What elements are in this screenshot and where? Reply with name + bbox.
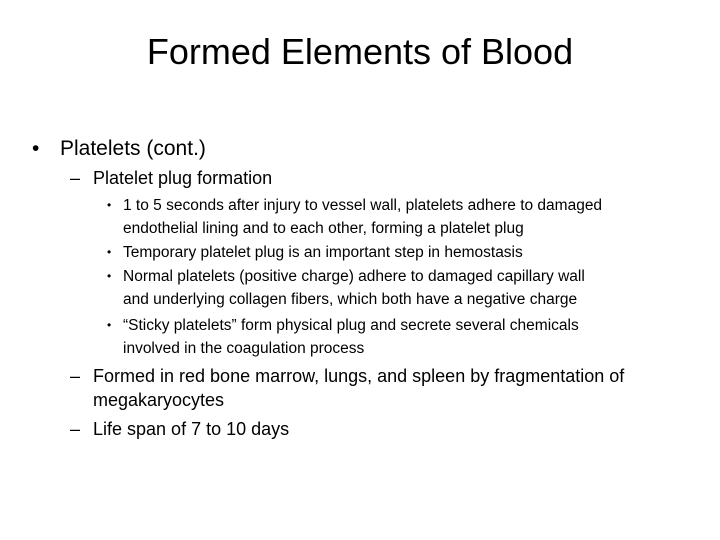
detail-line: “Sticky platelets” form physical plug and secrete several chemicals — [123, 317, 579, 334]
bullet-icon: • — [107, 269, 112, 283]
detail-line: Temporary platelet plug is an important step in hemostasis — [123, 244, 523, 261]
bullet-icon: • — [107, 198, 112, 212]
bullet-icon: • — [107, 245, 112, 259]
bullet-icon: • — [32, 137, 40, 160]
dash-icon: – — [70, 168, 81, 188]
subbullet-line: megakaryocytes — [93, 390, 225, 410]
detail-line: and underlying collagen fibers, which both have a negative charge — [123, 291, 578, 308]
slide-title: Formed Elements of Blood — [146, 31, 574, 72]
bullet-text: Platelets (cont.) — [60, 137, 206, 160]
detail-line: endothelial lining and to each other, forming a platelet plug — [123, 220, 524, 237]
detail-line: involved in the coagulation process — [123, 340, 365, 357]
detail-line: 1 to 5 seconds after injury to vessel wall, platelets adhere to damaged — [123, 197, 603, 214]
subbullet-line: Formed in red bone marrow, lungs, and spleen by fragmentation of — [93, 366, 625, 386]
dash-icon: – — [70, 419, 81, 439]
subbullet-text: Platelet plug formation — [93, 168, 273, 188]
dash-icon: – — [70, 366, 81, 386]
bullet-icon: • — [107, 318, 112, 332]
detail-line: Normal platelets (positive charge) adhere to damaged capillary wall — [123, 268, 585, 285]
subbullet-text: Life span of 7 to 10 days — [93, 419, 290, 439]
